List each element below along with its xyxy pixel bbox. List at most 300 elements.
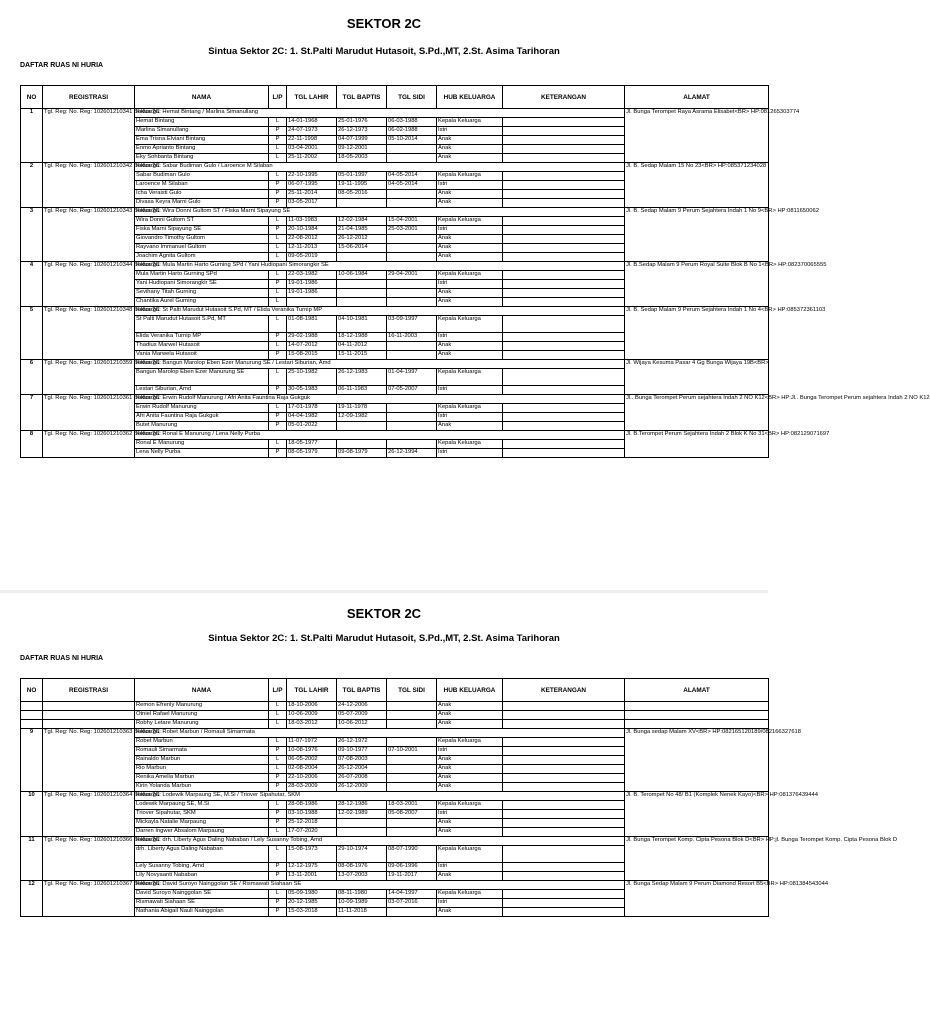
cell-registrasi: Tgl. Reg: No. Reg: 102601210362 Sektor 2C <box>43 431 135 458</box>
cell-tgl-baptis: 26-12-2012 <box>337 235 387 244</box>
cell-tgl-lahir: 11-07-1972 <box>287 738 337 747</box>
cell-registrasi: Tgl. Reg: No. Reg: 102601210359 Sektor 2C <box>43 360 135 395</box>
cell-tgl-sidi: 19-11-2017 <box>387 872 437 881</box>
family-row <box>21 792 769 801</box>
cell-tgl-lahir: 09-05-2019 <box>287 253 337 262</box>
family-row <box>21 163 769 172</box>
cell-tgl-baptis: 10-09-1989 <box>337 899 387 908</box>
cell-hub-keluarga: Anak <box>437 702 503 711</box>
cell-lp: L <box>269 253 287 262</box>
cell-tgl-baptis: 26-07-2008 <box>337 774 387 783</box>
cell-lp: P <box>269 127 287 136</box>
cell-nama: Lily Novyaanti Nababan <box>135 872 269 881</box>
cell-no <box>21 702 43 711</box>
cell-tgl-baptis: 04-07-1999 <box>337 136 387 145</box>
cell-keterangan <box>503 145 625 154</box>
cell-keterangan <box>503 828 625 837</box>
cell-tgl-sidi <box>387 154 437 163</box>
cell-lp: L <box>269 404 287 413</box>
cell-hub-keluarga: Anak <box>437 145 503 154</box>
cell-tgl-baptis: 19-11-1995 <box>337 181 387 190</box>
cell-lp: L <box>269 765 287 774</box>
cell-tgl-baptis <box>337 819 387 828</box>
cell-keterangan <box>503 351 625 360</box>
cell-lp: L <box>269 172 287 181</box>
cell-keterangan <box>503 413 625 422</box>
cell-hub-keluarga: Istri <box>437 863 503 872</box>
cell-keluarga: Keluarga: Sabar Budiman Gulo / Laroence M Silaban <box>135 163 625 172</box>
cell-tgl-lahir: 12-11-2013 <box>287 244 337 253</box>
cell-alamat: Jl. Bunga Sedap Malam 9 Perum Diamond Resort B5<BR> HP:081384543044 <box>625 881 769 917</box>
cell-tgl-lahir: 01-08-1981 <box>287 316 337 333</box>
cell-tgl-lahir: 29-02-1988 <box>287 333 337 342</box>
cell-hub-keluarga: Istri <box>437 333 503 342</box>
family-row <box>21 262 769 271</box>
cell-tgl-sidi <box>387 422 437 431</box>
cell-lp: L <box>269 369 287 386</box>
cell-alamat: Jl. Bunga Terompet Raya Asrama Elisabet<BR> HP:081265303774 <box>625 109 769 163</box>
cell-lp: P <box>269 199 287 208</box>
cell-tgl-lahir: 04-04-1982 <box>287 413 337 422</box>
cell-nama: Otniel Rafael Manurung <box>135 711 269 720</box>
cell-tgl-baptis: 15-11-2015 <box>337 351 387 360</box>
cell-tgl-baptis: 24-12-2006 <box>337 702 387 711</box>
cell-keterangan <box>503 819 625 828</box>
cell-lp: P <box>269 333 287 342</box>
cell-keterangan <box>503 172 625 181</box>
list-label: DAFTAR RUAS NI HURIA <box>20 655 104 662</box>
cell-alamat: Jl. B. Sedap Malam 15 No 23<BR> HP:085371234028 <box>625 163 769 208</box>
cell-lp: L <box>269 342 287 351</box>
cell-tgl-lahir: 18-03-2012 <box>287 720 337 729</box>
cell-tgl-lahir: 22-10-1995 <box>287 172 337 181</box>
cell-tgl-baptis: 25-01-1976 <box>337 118 387 127</box>
cell-lp: P <box>269 280 287 289</box>
cell-tgl-baptis: 09-10-1977 <box>337 747 387 756</box>
cell-nama: Elida Veranika Turnip MP <box>135 333 269 342</box>
cell-tgl-baptis: 26-12-2004 <box>337 765 387 774</box>
cell-tgl-lahir: 19-01-1986 <box>287 280 337 289</box>
cell-tgl-lahir: 22-11-1998 <box>287 136 337 145</box>
cell-tgl-lahir: 22-08-2012 <box>287 235 337 244</box>
header-tgl-sidi: TGL SIDI <box>387 679 437 702</box>
cell-keterangan <box>503 774 625 783</box>
cell-no: 5 <box>21 307 43 360</box>
cell-tgl-baptis: 12-02-1989 <box>337 810 387 819</box>
cell-keterangan <box>503 890 625 899</box>
cell-lp: P <box>269 226 287 235</box>
cell-keterangan <box>503 449 625 458</box>
cell-tgl-baptis: 19-11-1978 <box>337 404 387 413</box>
cell-lp: P <box>269 783 287 792</box>
cell-lp: P <box>269 810 287 819</box>
cell-nama: drh. Liberty Agus Daling Nababan <box>135 846 269 863</box>
cell-tgl-baptis: 26-12-1973 <box>337 127 387 136</box>
family-row <box>21 208 769 217</box>
header-alamat: ALAMAT <box>625 86 769 109</box>
cell-tgl-lahir: 11-03-1983 <box>287 217 337 226</box>
header-tgl-sidi: TGL SIDI <box>387 86 437 109</box>
cell-tgl-sidi: 03-07-2016 <box>387 899 437 908</box>
cell-lp: P <box>269 872 287 881</box>
cell-hub-keluarga: Anak <box>437 819 503 828</box>
cell-keluarga: Keluarga: Mula Martin Harto Gurning SPd / Yani Hudiopani Simorangkir SE <box>135 262 625 271</box>
cell-lp: L <box>269 289 287 298</box>
header-tgl-baptis: TGL BAPTIS <box>337 679 387 702</box>
cell-alamat <box>625 720 769 729</box>
cell-keterangan <box>503 190 625 199</box>
cell-hub-keluarga: Anak <box>437 235 503 244</box>
cell-tgl-lahir: 20-10-1984 <box>287 226 337 235</box>
cell-tgl-baptis: 10-06-1984 <box>337 271 387 280</box>
cell-lp: L <box>269 118 287 127</box>
cell-nama: Robhy Letare Manurung <box>135 720 269 729</box>
cell-tgl-baptis: 29-10-1974 <box>337 846 387 863</box>
header-tgl-lahir: TGL LAHIR <box>287 86 337 109</box>
cell-tgl-baptis <box>337 199 387 208</box>
cell-hub-keluarga: Anak <box>437 872 503 881</box>
cell-tgl-sidi <box>387 298 437 307</box>
table-row <box>21 702 769 711</box>
cell-nama: Hemat Bintang <box>135 118 269 127</box>
cell-keterangan <box>503 199 625 208</box>
cell-nama: St Palti Marudut Hutasoit S.Pd, MT <box>135 316 269 333</box>
cell-tgl-sidi <box>387 908 437 917</box>
cell-tgl-baptis: 04-11-2012 <box>337 342 387 351</box>
cell-tgl-lahir: 18-05-1977 <box>287 440 337 449</box>
cell-hub-keluarga: Anak <box>437 756 503 765</box>
cell-keterangan <box>503 765 625 774</box>
cell-keterangan <box>503 872 625 881</box>
cell-hub-keluarga: Kepala Keluarga <box>437 118 503 127</box>
cell-hub-keluarga: Istri <box>437 810 503 819</box>
cell-keterangan <box>503 863 625 872</box>
cell-tgl-sidi: 08-07-1990 <box>387 846 437 863</box>
cell-tgl-baptis: 26-12-2009 <box>337 783 387 792</box>
cell-tgl-sidi <box>387 413 437 422</box>
cell-tgl-baptis: 08-08-1976 <box>337 863 387 872</box>
cell-hub-keluarga: Kepala Keluarga <box>437 404 503 413</box>
cell-keterangan <box>503 810 625 819</box>
cell-tgl-sidi: 18-03-2001 <box>387 801 437 810</box>
cell-nama: Mula Martin Harto Gurning SPd <box>135 271 269 280</box>
cell-nama: Nathania Abigail Nauli Nainggolan <box>135 908 269 917</box>
cell-nama: Wira Donni Gultom ST <box>135 217 269 226</box>
cell-hub-keluarga: Anak <box>437 765 503 774</box>
cell-alamat <box>625 702 769 711</box>
cell-nama: Marlina Simanullang <box>135 127 269 136</box>
header-no: NO <box>21 679 43 702</box>
cell-lp: L <box>269 154 287 163</box>
cell-tgl-sidi <box>387 828 437 837</box>
cell-tgl-sidi: 09-06-1996 <box>387 863 437 872</box>
cell-hub-keluarga: Anak <box>437 783 503 792</box>
table-header-row <box>21 679 769 702</box>
cell-keluarga: Keluarga: Lodewik Marpaung SE, M.Si / Triover Sipahutar, SKM <box>135 792 625 801</box>
cell-keluarga: Keluarga: Robet Marbun / Romauli Simarmata <box>135 729 625 738</box>
cell-nama: Yani Hudiopani Simorangkir SE <box>135 280 269 289</box>
cell-nama: Divasa Keyra Marni Gulo <box>135 199 269 208</box>
cell-hub-keluarga: Kepala Keluarga <box>437 440 503 449</box>
cell-tgl-baptis: 13-07-2003 <box>337 872 387 881</box>
cell-tgl-lahir: 18-10-2006 <box>287 702 337 711</box>
cell-tgl-lahir: 22-03-1982 <box>287 271 337 280</box>
cell-keterangan <box>503 738 625 747</box>
cell-tgl-lahir: 24-07-1973 <box>287 127 337 136</box>
family-row <box>21 837 769 846</box>
cell-tgl-baptis: 11-11-2018 <box>337 908 387 917</box>
cell-nama: Remon Efrenly Manurung <box>135 702 269 711</box>
cell-keterangan <box>503 235 625 244</box>
cell-lp: L <box>269 298 287 307</box>
cell-hub-keluarga: Kepala Keluarga <box>437 801 503 810</box>
cell-tgl-sidi: 29-04-2001 <box>387 271 437 280</box>
cell-lp: L <box>269 738 287 747</box>
cell-tgl-lahir: 03-05-2017 <box>287 199 337 208</box>
cell-keterangan <box>503 226 625 235</box>
cell-nama: Erwin Rudolf Manurung <box>135 404 269 413</box>
family-row <box>21 395 769 404</box>
cell-tgl-baptis: 04-10-1981 <box>337 316 387 333</box>
cell-hub-keluarga: Istri <box>437 747 503 756</box>
cell-tgl-lahir: 20-12-1985 <box>287 899 337 908</box>
page-subtitle: Sintua Sektor 2C: 1. St.Palti Marudut Hutasoit, S.Pd.,MT, 2.St. Asima Tarihoran <box>208 633 560 644</box>
header-alamat: ALAMAT <box>625 679 769 702</box>
cell-hub-keluarga: Anak <box>437 422 503 431</box>
cell-nama: Eky Sohbanta Bintang <box>135 154 269 163</box>
cell-hub-keluarga: Anak <box>437 828 503 837</box>
cell-tgl-sidi: 07-10-2001 <box>387 747 437 756</box>
cell-keluarga: Keluarga: Ronal E Manurung / Lena Nelly Purba <box>135 431 625 440</box>
cell-registrasi: Tgl. Reg: No. Reg: 102601210363 Sektor 2C <box>43 729 135 792</box>
cell-no: 7 <box>21 395 43 431</box>
cell-hub-keluarga: Kepala Keluarga <box>437 271 503 280</box>
cell-tgl-sidi <box>387 199 437 208</box>
cell-nama: Rio Marbun <box>135 765 269 774</box>
cell-hub-keluarga: Istri <box>437 449 503 458</box>
list-label: DAFTAR RUAS NI HURIA <box>20 62 104 69</box>
cell-tgl-sidi <box>387 738 437 747</box>
cell-keterangan <box>503 253 625 262</box>
cell-lp: L <box>269 890 287 899</box>
cell-nama: Sabar Budiman Gulo <box>135 172 269 181</box>
cell-tgl-sidi <box>387 720 437 729</box>
header-registrasi: REGISTRASI <box>43 679 135 702</box>
cell-nama: Butet Manurung <box>135 422 269 431</box>
cell-hub-keluarga: Istri <box>437 181 503 190</box>
cell-no <box>21 720 43 729</box>
cell-lp: P <box>269 774 287 783</box>
cell-tgl-sidi <box>387 280 437 289</box>
cell-tgl-lahir: 06-07-1995 <box>287 181 337 190</box>
cell-no: 1 <box>21 109 43 163</box>
cell-tgl-baptis <box>337 440 387 449</box>
cell-hub-keluarga: Istri <box>437 899 503 908</box>
cell-tgl-baptis <box>337 422 387 431</box>
cell-registrasi: Tgl. Reg: No. Reg: 102601210343 Sektor 2C <box>43 208 135 262</box>
cell-lp: L <box>269 846 287 863</box>
cell-nama: Rayvano Immanuel Gultom <box>135 244 269 253</box>
cell-nama: Renika Amelia Marbun <box>135 774 269 783</box>
cell-lp: P <box>269 449 287 458</box>
cell-tgl-sidi <box>387 289 437 298</box>
cell-tgl-baptis: 18-05-2003 <box>337 154 387 163</box>
cell-registrasi: Tgl. Reg: No. Reg: 102601210341 Sektor 2C <box>43 109 135 163</box>
cell-alamat: Jl. Bunga Terompet Komp. Cipta Pesona Blok D<BR> HP:jl. Bunga Terompet Komp. Cipta Pesona Blok D <box>625 837 769 881</box>
cell-registrasi: Tgl. Reg: No. Reg: 102601210364 Sektor 2C <box>43 792 135 837</box>
cell-keterangan <box>503 783 625 792</box>
cell-tgl-sidi <box>387 711 437 720</box>
cell-nama: Chantika Aurel Gurning <box>135 298 269 307</box>
family-row <box>21 729 769 738</box>
cell-tgl-lahir: 05-01-2022 <box>287 422 337 431</box>
cell-lp: L <box>269 271 287 280</box>
cell-no: 4 <box>21 262 43 307</box>
cell-tgl-baptis: 08-11-1980 <box>337 890 387 899</box>
cell-tgl-baptis: 21-04-1985 <box>337 226 387 235</box>
cell-keterangan <box>503 747 625 756</box>
page-title: SEKTOR 2C <box>346 606 422 621</box>
cell-nama: Lely Susanny Tobing, Amd <box>135 863 269 872</box>
family-row <box>21 360 769 369</box>
header-nama: NAMA <box>135 679 269 702</box>
cell-keterangan <box>503 899 625 908</box>
cell-tgl-lahir: 10-08-1976 <box>287 747 337 756</box>
cell-tgl-sidi <box>387 244 437 253</box>
cell-tgl-sidi: 05-08-2007 <box>387 810 437 819</box>
cell-keterangan <box>503 422 625 431</box>
cell-no: 10 <box>21 792 43 837</box>
cell-tgl-lahir: 15-08-1973 <box>287 846 337 863</box>
header-keterangan: KETERANGAN <box>503 679 625 702</box>
cell-tgl-sidi: 15-04-2001 <box>387 217 437 226</box>
cell-tgl-lahir: 13-11-2001 <box>287 872 337 881</box>
cell-alamat: Jl. Wijaya Kesuma Pasar 4 Gg Bunga Wijaya 19B<BR> <box>625 360 769 395</box>
cell-no: 12 <box>21 881 43 917</box>
cell-no: 11 <box>21 837 43 881</box>
cell-tgl-lahir: 25-10-1982 <box>287 369 337 386</box>
cell-tgl-lahir: 02-08-2004 <box>287 765 337 774</box>
cell-nama: Romauli Simarmata <box>135 747 269 756</box>
cell-registrasi <box>43 711 135 720</box>
cell-tgl-sidi <box>387 702 437 711</box>
cell-lp: L <box>269 828 287 837</box>
header-hub-keluarga: HUB KELUARGA <box>437 86 503 109</box>
cell-nama: Laroence M Silaban <box>135 181 269 190</box>
cell-tgl-sidi: 01-04-1997 <box>387 369 437 386</box>
cell-nama: Thadius Marwel Hutasoit <box>135 342 269 351</box>
cell-tgl-lahir: 06-05-2002 <box>287 756 337 765</box>
table-row <box>21 711 769 720</box>
cell-nama: Vania Marwela Hutasoit <box>135 351 269 360</box>
cell-tgl-sidi <box>387 351 437 360</box>
cell-registrasi <box>43 702 135 711</box>
cell-keterangan <box>503 136 625 145</box>
cell-keterangan <box>503 298 625 307</box>
cell-lp: L <box>269 720 287 729</box>
cell-tgl-baptis <box>337 298 387 307</box>
header-tgl-baptis: TGL BAPTIS <box>337 86 387 109</box>
cell-alamat: Jl. B.Terompet Perum Sejahtera Indah 2 Blok K No 31<BR> HP:082129071697 <box>625 431 769 458</box>
cell-keluarga: Keluarga: Hemat Bintang / Marlina Simanullang <box>135 109 625 118</box>
cell-tgl-lahir: 25-11-2014 <box>287 190 337 199</box>
cell-keluarga: Keluarga: David Suroyo Nainggolan SE / Rismawati Siahaan SE <box>135 881 625 890</box>
header-registrasi: REGISTRASI <box>43 86 135 109</box>
cell-no: 9 <box>21 729 43 792</box>
cell-lp: L <box>269 244 287 253</box>
cell-hub-keluarga: Kepala Keluarga <box>437 172 503 181</box>
cell-tgl-sidi <box>387 404 437 413</box>
cell-tgl-lahir: 03-10-1988 <box>287 810 337 819</box>
cell-tgl-sidi <box>387 765 437 774</box>
cell-no: 2 <box>21 163 43 208</box>
table-header-row <box>21 86 769 109</box>
cell-keterangan <box>503 369 625 386</box>
cell-hub-keluarga: Anak <box>437 190 503 199</box>
cell-nama: Robet Marbun <box>135 738 269 747</box>
cell-tgl-sidi: 04-05-2014 <box>387 172 437 181</box>
cell-tgl-lahir: 12-12-1975 <box>287 863 337 872</box>
cell-nama: Icha Veraisti Gulo <box>135 190 269 199</box>
cell-tgl-baptis <box>337 280 387 289</box>
cell-lp: L <box>269 756 287 765</box>
cell-nama: Lestari Siburian, Amd <box>135 386 269 395</box>
cell-nama: Rainaldo Marbun <box>135 756 269 765</box>
cell-registrasi: Tgl. Reg: No. Reg: 102601210342 Sektor 2C <box>43 163 135 208</box>
cell-tgl-baptis: 26-12-1972 <box>337 738 387 747</box>
cell-hub-keluarga: Anak <box>437 289 503 298</box>
cell-tgl-baptis: 12-02-1984 <box>337 217 387 226</box>
cell-keterangan <box>503 154 625 163</box>
cell-alamat: Jl. Bunga sedap Malam XV<BR> HP:082165120189/082166327618 <box>625 729 769 792</box>
cell-tgl-lahir: 30-05-1983 <box>287 386 337 395</box>
cell-alamat: Jl. B. Terompet No 48/ B1 (Komplek Nenek Kayo)<BR> HP:081376439444 <box>625 792 769 837</box>
cell-lp: P <box>269 863 287 872</box>
cell-tgl-sidi: 04-05-2014 <box>387 181 437 190</box>
cell-nama: Mickayla Natalie Marpaung <box>135 819 269 828</box>
cell-hub-keluarga: Kepala Keluarga <box>437 217 503 226</box>
cell-tgl-baptis: 28-12-1986 <box>337 801 387 810</box>
cell-lp: L <box>269 801 287 810</box>
cell-tgl-lahir: 14-07-2012 <box>287 342 337 351</box>
cell-keterangan <box>503 280 625 289</box>
cell-tgl-lahir: 17-07-2020 <box>287 828 337 837</box>
cell-tgl-lahir: 17-01-1978 <box>287 404 337 413</box>
cell-hub-keluarga: Istri <box>437 280 503 289</box>
cell-hub-keluarga: Kepala Keluarga <box>437 846 503 863</box>
cell-alamat: Jl. B.Sedap Malam 9 Perum Royal Suite Blok B No 1<BR> HP:082370065555 <box>625 262 769 307</box>
cell-tgl-lahir: 10-06-2009 <box>287 711 337 720</box>
cell-nama: Afri Anita Fauntina Raja Gukguk <box>135 413 269 422</box>
cell-hub-keluarga: Anak <box>437 244 503 253</box>
cell-nama: Darren Ingwer Absalom Marpaung <box>135 828 269 837</box>
cell-tgl-sidi <box>387 145 437 154</box>
page-2 <box>0 588 898 1024</box>
cell-keterangan <box>503 289 625 298</box>
family-row <box>21 881 769 890</box>
cell-lp: L <box>269 702 287 711</box>
cell-lp: L <box>269 145 287 154</box>
cell-hub-keluarga: Anak <box>437 199 503 208</box>
cell-keterangan <box>503 118 625 127</box>
cell-keterangan <box>503 316 625 333</box>
cell-nama: Giovandro Timothy Gultom <box>135 235 269 244</box>
cell-tgl-baptis: 08-05-2016 <box>337 190 387 199</box>
cell-registrasi <box>43 720 135 729</box>
cell-no: 8 <box>21 431 43 458</box>
cell-tgl-lahir: 28-03-2009 <box>287 783 337 792</box>
cell-hub-keluarga: Anak <box>437 720 503 729</box>
